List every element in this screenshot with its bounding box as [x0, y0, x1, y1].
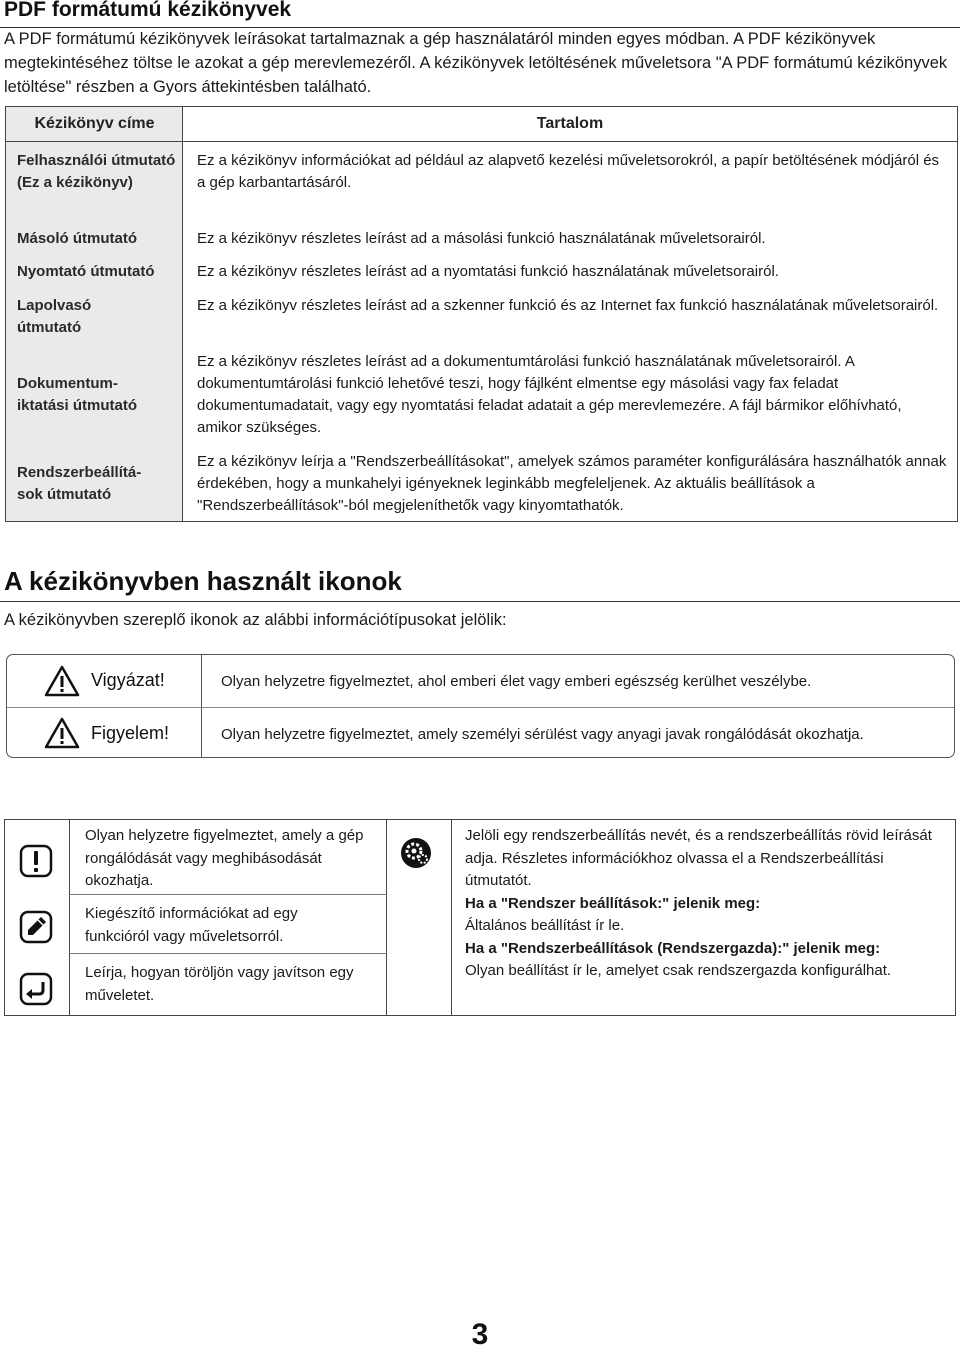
caution-label: Figyelem!: [91, 723, 170, 743]
manual-desc-copier: Ez a kézikönyv részletes leírást ad a másolási funkció használatának műveletsorairól.: [197, 230, 766, 247]
warning-box: [6, 654, 955, 758]
page-number: 3: [471, 1318, 489, 1351]
manual-desc-system-settings: Ez a kézikönyv leírja a "Rendszerbeállításokat", amelyek számos paraméter konfigurálására használhatók annak érdekében, hogy a munkahelyi igényeknek leginkább megfeleljenek. Az aktuális beállítások a "Rendszerbeállítások"-ból megjeleníthetők vagy kinyomtathatók.: [197, 453, 947, 514]
manual-desc-user: Ez a kézikönyv információkat ad például az alapvető kezelési műveletsorokról, a papír betöltésének módjáról és a gép karbantartásáról.: [197, 152, 940, 191]
manual-title-printer: Nyomtató útmutató: [17, 263, 155, 280]
settings-general-text: Általános beállítást ír le.: [465, 917, 625, 934]
manual-desc-printer: Ez a kézikönyv részletes leírást ad a nyomtatási funkció használatának műveletsorairól.: [197, 263, 779, 280]
settings-admin-text: Olyan beállítást ír le, amelyet csak rendszergazda konfigurálhat.: [465, 962, 892, 979]
header-content: Tartalom: [183, 107, 957, 142]
icon-table: [4, 819, 956, 1016]
caution-text: Olyan helyzetre figyelmeztet, amely személyi sérülést vagy anyagi javak rongálódását okozhatja.: [221, 726, 864, 743]
warning-triangle-icon: [44, 665, 80, 697]
intro-paragraph: A PDF formátumú kézikönyvek leírásokat tartalmaznak a gép használatáról minden egyes módban. A PDF kézikönyvek megtekintéséhez töltse le azokat a gép merevlemezéről. A kézikönyvek letöltésének műveletsora "A PDF formátumú kézikönyvek letöltése" részben a Gyors áttekintésben található.: [4, 30, 948, 96]
warning-text: Olyan helyzetre figyelmeztet, ahol emberi élet vagy emberi egészség kerülhet veszélybe.: [221, 673, 812, 690]
manual-title-copier: Másoló útmutató: [17, 230, 137, 247]
manual-desc-scanner: Ez a kézikönyv részletes leírást ad a szkenner funkció és az Internet fax funkció használatának műveletsorairól.: [197, 297, 939, 314]
warning-label: Vigyázat!: [91, 670, 165, 690]
manual-title-system-settings: Rendszerbeállítá-sok útmutató: [17, 464, 142, 503]
manual-desc-document-filing: Ez a kézikönyv részletes leírást ad a dokumentumtárolási funkció használatának műveletsorairól. A dokumentumtárolási funkció lehetővé teszi, hogy fájlként elmentse egy másolási vagy fax feladat dokumentumadatait, vagy egy nyomtatási feladat adatait a gép merevlemezére. A fájl bármikor előhívható, amikor szükséges.: [197, 353, 902, 436]
pencil-note-icon: [19, 910, 53, 944]
icons-intro: A kézikönyvben szereplő ikonok az alábbi információtípusokat jelölik:: [4, 611, 507, 629]
icon-desc-exclamation: Olyan helyzetre figyelmeztet, amely a gép rongálódását vagy meghibásodását okozhatja.: [85, 827, 364, 889]
settings-general-heading: Ha a "Rendszer beállítások:" jelenik meg:: [465, 894, 761, 912]
manual-table: [5, 106, 958, 522]
caution-triangle-icon: [44, 717, 80, 749]
exclamation-icon: [19, 844, 53, 878]
settings-admin-heading: Ha a "Rendszerbeállítások (Rendszergazda):" jelenik meg:: [465, 939, 881, 957]
icon-desc-note: Kiegészítő információkat ad egy funkcióról vagy műveletsorról.: [85, 905, 298, 945]
undo-icon: [19, 972, 53, 1006]
page-title: PDF formátumú kézikönyvek: [4, 0, 292, 21]
settings-desc: [465, 825, 945, 983]
manual-title-scanner: Lapolvasó útmutató: [17, 297, 92, 336]
manual-title-document-filing: Dokumentum-iktatási útmutató: [17, 375, 138, 414]
manual-title-user: Felhasználói útmutató (Ez a kézikönyv): [17, 152, 176, 191]
icons-heading: A kézikönyvben használt ikonok: [4, 566, 402, 596]
header-manual-title: Kézikönyv címe: [6, 107, 183, 142]
gear-settings-icon: [399, 836, 433, 870]
icon-desc-undo: Leírja, hogyan töröljön vagy javítson egy műveletet.: [85, 964, 354, 1004]
settings-desc-intro: Jelöli egy rendszerbeállítás nevét, és a rendszerbeállítás rövid leírását adja. Részletes információkhoz olvassa el a Rendszerbeállítási útmutatót.: [465, 827, 932, 889]
icons-rule: [0, 601, 960, 602]
